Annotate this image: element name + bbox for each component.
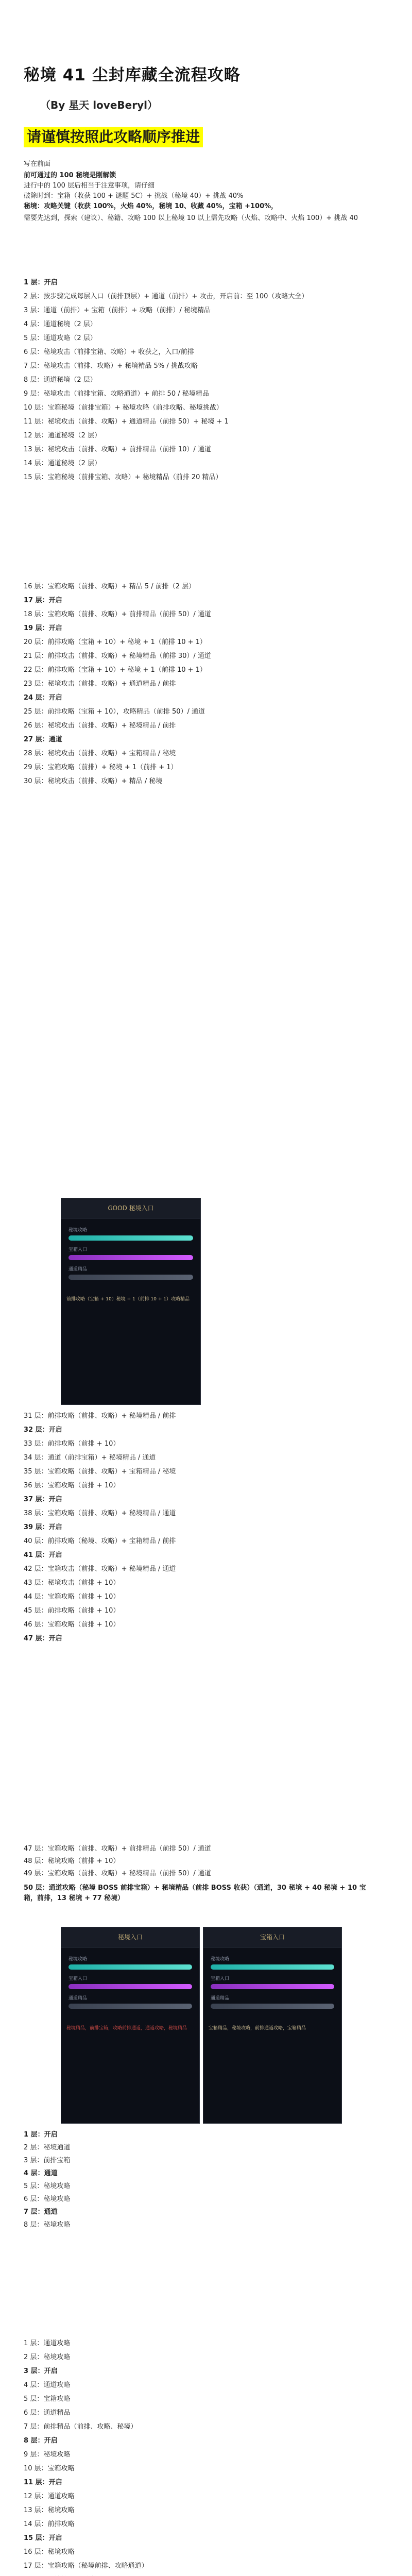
floor-line: 4 层：通道秘境（2 层）	[24, 320, 97, 328]
screenshot-row-label: 秘境攻略	[211, 1957, 230, 1962]
floor-line: 26 层：秘境攻击（前排、攻略）+ 秘境精品 / 前排	[24, 722, 176, 730]
page-title: 秘境 41 尘封库藏全流程攻略	[24, 66, 241, 84]
floor-line: 31 层：前排攻略（前排、攻略）+ 秘境精品 / 前排	[24, 1412, 176, 1420]
screenshot-row-label: 宝箱入口	[211, 1976, 230, 1981]
floor-line: 5 层：通道攻略（2 层）	[24, 334, 97, 342]
screenshot-row-label: 宝箱入口	[68, 1247, 88, 1252]
screenshot-row-label: 通道精品	[211, 1996, 230, 2001]
author-line: （By 星天 loveBeryl）	[40, 99, 158, 111]
floor-line: 32 层：开启	[24, 1426, 62, 1434]
floor-line: 1 层：通道攻略	[24, 2340, 71, 2347]
screenshot-bar	[68, 1964, 192, 1970]
screenshot-bar	[68, 1235, 193, 1241]
floor-line: 49 层：宝箱攻略（前排、攻略）+ 秘境精品（前排 50）/ 通道	[24, 1870, 211, 1877]
floor-line: 6 层：秘境攻击（前排宝箱、攻略）+ 收获之，入口/前排	[24, 348, 194, 356]
floor-line: 6 层：秘境攻略	[24, 2195, 71, 2203]
floor-line: 39 层：开启	[24, 1523, 62, 1531]
screenshot-bar	[211, 1984, 334, 1989]
screenshot-row-label: 通道精品	[68, 1996, 88, 2001]
floor-line: 16 层：宝箱攻略（前排、攻略）+ 精品 5 / 前排（2 层）	[24, 583, 196, 590]
floor-line: 1 层：开启	[24, 2131, 58, 2139]
screenshot-bar	[68, 1984, 192, 1989]
floor-line: 46 层：宝箱攻略（前排 + 10）	[24, 1621, 120, 1629]
floor-line: 9 层：秘境攻击（前排宝箱、攻略通道）+ 前排 50 / 秘境精品	[24, 390, 209, 398]
floor-line: 11 层：秘境攻击（前排、攻略）+ 通道精品（前排 50）+ 秘境 + 1	[24, 418, 229, 426]
floor-line: 38 层：宝箱攻略（前排、攻略）+ 秘境精品 / 通道	[24, 1510, 176, 1517]
floor-line: 27 层：通道	[24, 736, 62, 743]
floor-line: 34 层：通道（前排宝箱）+ 秘境精品 / 通道	[24, 1454, 156, 1462]
intro-line: 秘境：攻略关键（收获 100%，火焰 40%，秘境 10、收藏 40%，宝箱 +100%，	[24, 202, 278, 210]
floor-line: 28 层：秘境攻击（前排、攻略）+ 宝箱精品 / 秘境	[24, 750, 176, 757]
floor-line: 8 层：通道秘境（2 层）	[24, 376, 97, 384]
floor-line: 8 层：秘境攻略	[24, 2221, 71, 2229]
floor-line: 9 层：秘境攻略	[24, 2451, 71, 2459]
floor-50-paragraph: 50 层：通道攻略（秘境 BOSS 前排宝箱）+ 秘境精品（前排 BOSS 收获）（通道，30 秘境 + 40 秘境 + 10 宝箱，前排，13 秘境 + 77 秘境）	[24, 1884, 366, 1902]
floor-line: 42 层：宝箱攻击（前排、攻略）+ 秘境精品 / 通道	[24, 1565, 176, 1573]
screenshot-row-label: 通道精品	[68, 1267, 88, 1272]
floor-line: 5 层：宝箱攻略	[24, 2395, 71, 2403]
floor-line: 17 层：开启	[24, 597, 62, 604]
intro-paragraph: 需要先达到，探索（建议）、秘籍、攻略 100 以上秘境 10 以上需先攻略（火焰、攻略中、火焰 100）+ 挑战 40	[24, 214, 358, 222]
highlight-notice: 请谨慎按照此攻略顺序推进	[24, 127, 203, 147]
floor-line: 29 层：宝箱攻略（前排）+ 秘境 + 1（前排 + 1）	[24, 764, 178, 771]
floor-line: 13 层：秘境攻击（前排、攻略）+ 前排精品（前排 10）/ 通道	[24, 446, 211, 453]
floor-line: 15 层：宝箱秘境（前排宝箱、攻略）+ 秘境精品（前排 20 精品）	[24, 473, 222, 481]
floor-line: 23 层：秘境攻击（前排、攻略）+ 通道精品 / 前排	[24, 680, 176, 688]
floor-line: 30 层：秘境攻击（前排、攻略）+ 精品 / 秘境	[24, 777, 163, 785]
floor-line: 7 层：前排精品（前排、攻略、秘境）	[24, 2423, 138, 2431]
floor-line: 7 层：通道	[24, 2208, 58, 2216]
floor-line: 22 层：前排攻略（宝箱 + 10）+ 秘境 + 1（前排 10 + 1）	[24, 666, 207, 674]
screenshot-bar	[68, 2004, 192, 2009]
floor-line: 2 层：秘境通道	[24, 2144, 71, 2151]
screenshot-bar	[68, 1275, 193, 1280]
floor-line: 18 层：宝箱攻略（前排、攻略）+ 前排精品（前排 50）/ 通道	[24, 611, 211, 618]
screenshot-bar	[211, 2004, 334, 2009]
screenshot-row-label: 宝箱入口	[68, 1976, 88, 1981]
floor-line: 3 层：前排宝箱	[24, 2157, 71, 2164]
floor-line: 14 层：通道秘境（2 层）	[24, 460, 101, 467]
intro-label: 写在前面	[24, 160, 51, 168]
floor-line: 48 层：秘境攻略（前排 + 10）	[24, 1857, 120, 1865]
screenshot-row-label: 秘境攻略	[68, 1228, 88, 1233]
screenshot-text: 宝箱精品，秘境攻略，前排通道攻略，宝箱精品	[209, 2026, 306, 2031]
floor-line: 25 层：前排攻略（宝箱 + 10），攻略精品（前排 50）/ 通道	[24, 708, 205, 716]
floor-line: 45 层：前排攻略（前排 + 10）	[24, 1607, 120, 1615]
floor-line: 15 层：开启	[24, 2534, 62, 2542]
floor-line: 21 层：前排攻击（前排、攻略）+ 秘境精品（前排 30）/ 通道	[24, 652, 211, 660]
floor-line: 43 层：秘境攻击（前排 + 10）	[24, 1579, 120, 1587]
floor-line: 17 层：宝箱攻略（秘境前排、攻略通道）	[24, 2562, 148, 2570]
floor-line: 14 层：前排攻略	[24, 2520, 75, 2528]
screenshot-text: 秘境精品，前排宝箱，攻略前排通道，通道攻略，秘境精品	[66, 2026, 187, 2031]
screenshot-row-label: 秘境攻略	[68, 1957, 88, 1962]
floor-line: 10 层：宝箱攻略	[24, 2465, 75, 2472]
game-screenshot-1	[61, 1198, 201, 1405]
floor-line: 47 层：开启	[24, 1635, 62, 1642]
floor-line: 12 层：通道秘境（2 层）	[24, 432, 101, 439]
floor-line: 35 层：宝箱攻略（前排、攻略）+ 宝箱精品 / 秘境	[24, 1468, 176, 1476]
floor-line: 2 层：秘境攻略	[24, 2353, 71, 2361]
floor-line: 16 层：秘境攻略	[24, 2548, 75, 2556]
floor-line: 41 层：开启	[24, 1551, 62, 1559]
floor-line: 24 层：开启	[24, 694, 62, 702]
floor-line: 44 层：宝箱攻略（前排 + 10）	[24, 1593, 120, 1601]
floor-line: 8 层：开启	[24, 2437, 58, 2445]
floor-line: 6 层：通道精品	[24, 2409, 71, 2417]
floor-line: 7 层：秘境攻击（前排、攻略）+ 秘境精品 5% / 挑战攻略	[24, 362, 198, 370]
screenshot-header: 宝箱入口	[203, 1927, 341, 1947]
floor-line: 5 层：秘境攻略	[24, 2182, 71, 2190]
floor-line: 11 层：开启	[24, 2479, 62, 2486]
floor-line: 10 层：宝箱秘境（前排宝箱）+ 秘境攻略（前排攻略、秘境挑战）	[24, 404, 223, 412]
intro-line: 进行中的 100 层后相当于注意事项，请仔细	[24, 182, 155, 190]
game-screenshot-2	[61, 1927, 200, 2124]
floor-line: 3 层：通道（前排）+ 宝箱（前排）+ 攻略（前排）/ 秘境精品	[24, 307, 211, 314]
floor-line: 12 层：通道攻略	[24, 2493, 75, 2500]
floor-line: 1 层：开启	[24, 279, 58, 286]
intro-line: 破除时到：宝箱（收获 100 + 谜题 5C）+ 挑战（秘境 40）+ 挑战 40%	[24, 192, 244, 200]
floor-line: 47 层：宝箱攻略（前排、攻略）+ 前排精品（前排 50）/ 通道	[24, 1845, 211, 1853]
floor-line: 33 层：前排攻略（前排 + 10）	[24, 1440, 120, 1448]
floor-line: 20 层：前排攻略（宝箱 + 10）+ 秘境 + 1（前排 10 + 1）	[24, 638, 207, 646]
floor-line: 3 层：开启	[24, 2367, 58, 2375]
floor-line: 36 层：宝箱攻略（前排 + 10）	[24, 1482, 120, 1489]
screenshot-header: 秘境入口	[61, 1927, 199, 1947]
floor-line: 37 层：开启	[24, 1496, 62, 1503]
game-screenshot-3	[203, 1927, 342, 2124]
screenshot-header: GOOD 秘境入口	[61, 1198, 200, 1218]
floor-line: 2 层：按步骤完成每层入口（前排顶层）+ 通道（前排）+ 攻击，开启前：至 100（攻略大全）	[24, 293, 308, 300]
floor-line: 40 层：前排攻略（秘境、攻略）+ 宝箱精品 / 前排	[24, 1537, 176, 1545]
screenshot-bar	[211, 1964, 334, 1970]
floor-line: 4 层：通道攻略	[24, 2381, 71, 2389]
intro-line: 前可通过的 100 秘境是刚解锁	[24, 172, 116, 179]
screenshot-text: 前排攻略（宝箱 + 10）秘境 + 1（前排 10 + 1）攻略精品	[66, 1297, 190, 1302]
floor-line: 19 层：开启	[24, 624, 62, 632]
floor-line: 13 层：秘境攻略	[24, 2506, 75, 2514]
floor-line: 4 层：通道	[24, 2170, 58, 2177]
screenshot-bar	[68, 1255, 193, 1260]
